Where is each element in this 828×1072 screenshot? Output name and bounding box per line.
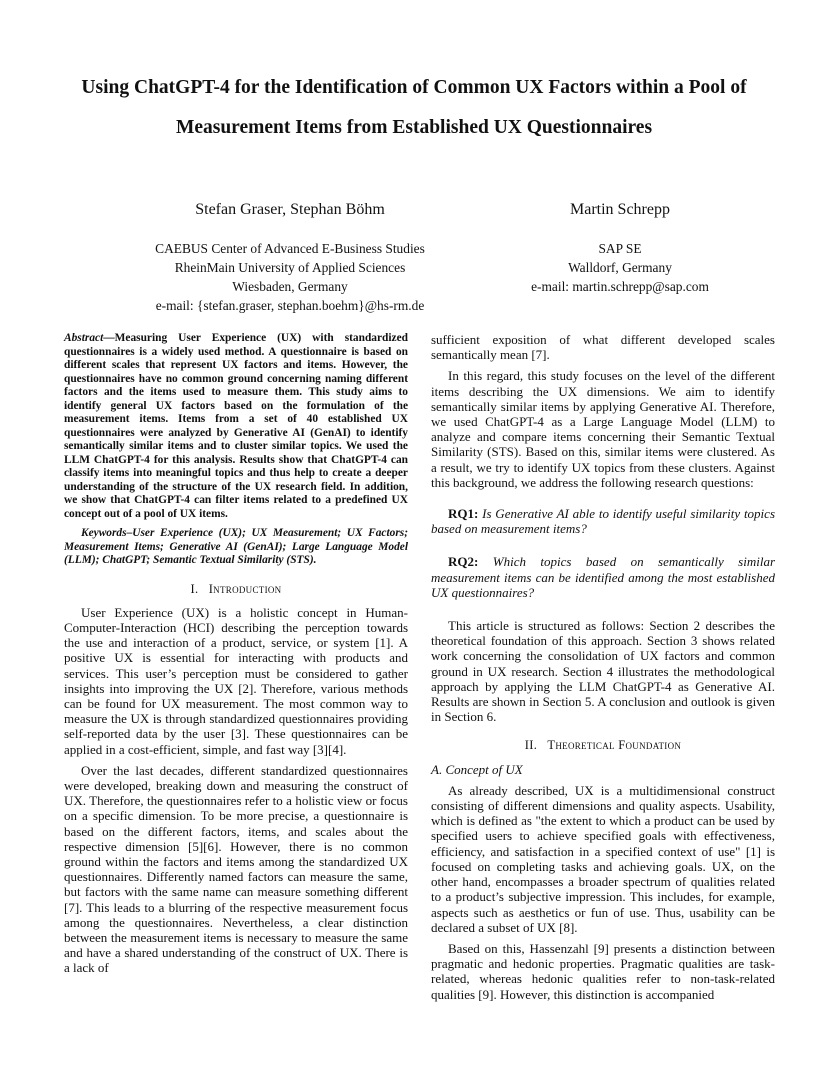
- paragraph: Based on this, Hassenzahl [9] presents a distinction between pragmatic and hedonic properties. Pragmatic qualities are task-related, whereas hedonic qualities refer to non-task-related qualities [9]. However, this distinction is accompanied: [431, 940, 775, 1002]
- affiliation-line: CAEBUS Center of Advanced E-Business Studies: [155, 241, 425, 256]
- subsection-heading: A. Concept of UX: [431, 761, 523, 777]
- paragraph: Over the last decades, different standardized questionnaires were developed, breaking down and measuring the construct of UX. Therefore, the questionnaires refer to a holistic view or focus on a specific dimension. To be more precise, a questionnaire is based on the different factors, items, and scales about the respective dimension [5][6]. However, there is no common ground within the factors and items among the standardized UX questionnaires. Differently named factors can measure the same, but factors with the same name can measure something different [7]. This leads to a blurring of the respective measurement focus among the questionnaires. Nevertheless, a clear distinction between the measurement items is necessary to measure the same and have a shared understanding of the construct of UX. There is a lack of: [64, 762, 408, 976]
- author-block-left: [80, 200, 500, 315]
- affiliation-line: Walldorf, Germany: [568, 260, 672, 275]
- author-block-right: [470, 200, 770, 296]
- section-heading-introduction: I. Introduction: [190, 581, 282, 596]
- paragraph: This article is structured as follows: Section 2 describes the theoretical foundation of this approach. Section 3 shows related work concerning the consolidation of UX factors and common ground in UX research. Section 4 illustrates the methodological approach by applying the LLM ChatGPT-4 as Generative AI. Results are shown in Section 5. A conclusion and outlook is given in Section 6.: [431, 618, 775, 725]
- author-email: e-mail: martin.schrepp@sap.com: [531, 279, 709, 294]
- affiliation-line: RheinMain University of Applied Sciences: [174, 260, 406, 275]
- title-line-2: Measurement Items from Established UX Questionnaires: [175, 117, 653, 138]
- research-question-2: RQ2: Which topics based on semantically similar measurement items can be identified among the most established UX questionnaires?: [431, 554, 776, 600]
- paragraph: In this regard, this study focuses on the level of the different items describing the UX dimensions. We aim to identify semantically similar items by applying Generative AI. Therefore, we used ChatGPT-4 as a Large Language Model (LLM) to analyze and compare items concerning their Semantic Textual Similarity (STS). Based on this, similar items were clustered. As a result, we try to identify UX topics from these clusters. Against this background, we address the following research questions:: [431, 368, 775, 490]
- abstract-text: —Measuring User Experience (UX) with standardized questionnaires is a widely used method. A questionnaire is based on different scales that represent UX factors and items. However, the questionnaires have no common ground concerning naming different factors and the items used to measure them. This study aims to identify general UX factors based on the formulation of the measurement items. Items from a set of 40 established UX questionnaires were analyzed by Generative AI (GenAI) to identify semantically similar items and to cluster similar topics. We used the LLM ChatGPT-4 for this analysis. Results show that ChatGPT-4 can classify items into meaningful topics and thus help to create a deeper understanding of the structure of the UX research field. In addition, we show that ChatGPT-4 can filter items related to a predefined UX concept out of a pool of UX items.: [64, 332, 408, 520]
- affiliation-line: SAP SE: [598, 241, 642, 256]
- title-line-1: Using ChatGPT-4 for the Identification of Common UX Factors within a Pool of: [81, 77, 747, 98]
- paragraph: User Experience (UX) is a holistic concept in Human-Computer-Interaction (HCI) describing the perception towards the use and interaction of a product, service, or system [1]. A positive UX is essential for interacting with products and services. This user’s perception must be considered to gather insights into improving the UX [2]. Therefore, various methods can be found for UX measurement. The most common way to measure the UX is through standardized questionnaires providing self-reported data by the user [3]. These questionnaires can be applied in a cost-efficient, simple, and fast way [3][4].: [64, 604, 408, 757]
- left-column: [64, 332, 408, 982]
- author-names: Martin Schrepp: [570, 201, 670, 218]
- author-email: e-mail: {stefan.graser, stephan.boehm}@hs-rm.de: [155, 298, 425, 313]
- author-names: Stefan Graser, Stephan Böhm: [195, 201, 385, 218]
- abstract-label: Abstract: [64, 332, 104, 344]
- paragraph: sufficient exposition of what different developed scales semantically mean [7].: [431, 332, 775, 363]
- abstract: [64, 332, 408, 521]
- section-heading-theoretical-foundation: II. Theoretical Foundation: [524, 738, 682, 753]
- paragraph: As already described, UX is a multidimensional construct consisting of different dimensions and quality aspects. Usability, which is defined as "the extent to which a product can be used by specified users to achieve specified goals with effectiveness, efficiency, and satisfaction in a specified context of use" [1] is focused on completing tasks and achieving goals. UX, on the other hand, encompasses a broader spectrum of qualities related to a product’s subjective impression. This includes, for example, aspects such as aesthetics or fun of use. Thus, usability can be declared a subset of UX [8].: [431, 782, 775, 935]
- paper-title: [60, 68, 768, 148]
- affiliation-line: Wiesbaden, Germany: [232, 279, 348, 294]
- right-column: [431, 332, 775, 1008]
- research-question-1: RQ1: Is Generative AI able to identify useful similarity topics based on measurement items?: [431, 506, 776, 537]
- keywords: Keywords–User Experience (UX); UX Measurement; UX Factors; Measurement Items; Generative AI (GenAI); Large Language Model (LLM); ChatGPT; Semantic Textual Similarity (STS).: [64, 527, 408, 566]
